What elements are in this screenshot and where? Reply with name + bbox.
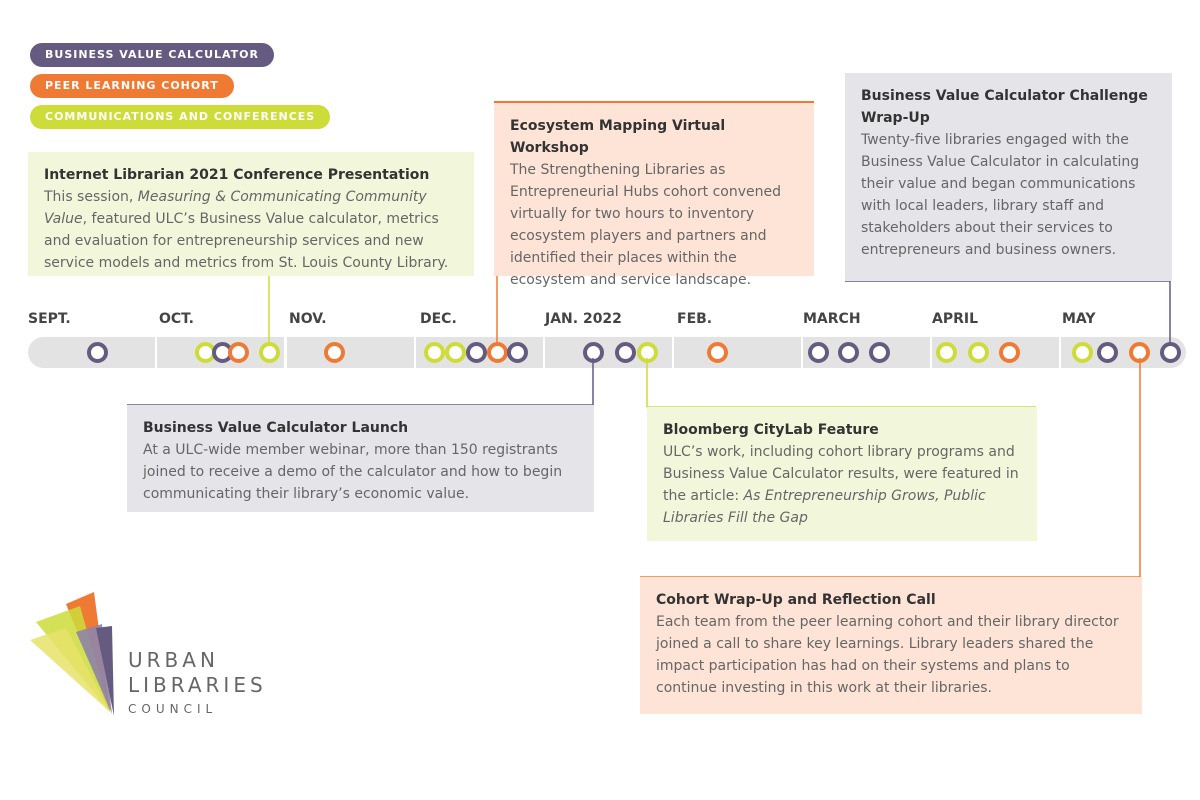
- month-label: MAY: [1062, 311, 1096, 327]
- callout-title: Cohort Wrap-Up and Reflection Call: [656, 592, 936, 608]
- timeline-event-business: [1097, 342, 1118, 363]
- legend-communications-and-conferences: COMMUNICATIONS AND CONFERENCES: [30, 105, 330, 129]
- connector-bvc-wrapup: [845, 281, 1170, 345]
- timeline-event-business: [1160, 342, 1181, 363]
- timeline-event-comms: [968, 342, 989, 363]
- timeline-event-cohort: [487, 342, 508, 363]
- callout-body: Twenty-five libraries engaged with the Business Value Calculator in calculating their value and began communications with local leaders, library staff and stakeholders about their services to entrepreneurs and business owners.: [861, 132, 1140, 258]
- callout-bvc-wrapup: [845, 73, 1172, 281]
- logo-text-urban: URBAN: [128, 648, 219, 672]
- timeline-event-business: [808, 342, 829, 363]
- timeline-event-business: [838, 342, 859, 363]
- month-label: OCT.: [159, 311, 194, 327]
- callout-cohort-wrapup: [640, 577, 1142, 714]
- month-label: FEB.: [677, 311, 713, 327]
- timeline-event-business: [583, 342, 604, 363]
- timeline-event-business: [507, 342, 528, 363]
- timeline-event-cohort: [1129, 342, 1150, 363]
- timeline-event-cohort: [999, 342, 1020, 363]
- timeline-event-comms: [445, 342, 466, 363]
- ulc-logo-icon: [28, 592, 128, 720]
- logo-text-council: COUNCIL: [128, 702, 218, 716]
- callout-body: ULC’s work, including cohort library programs and Business Value Calculator results, were featured in the article: As Entrepreneurship Grows, Public Libraries Fill the Gap: [663, 444, 1019, 526]
- callout-bloomberg: [647, 407, 1037, 541]
- timeline-event-business: [869, 342, 890, 363]
- logo-text-libraries: LIBRARIES: [128, 673, 267, 697]
- timeline-event-cohort: [228, 342, 249, 363]
- callout-title: Bloomberg CityLab Feature: [663, 422, 879, 438]
- month-label: MARCH: [803, 311, 861, 327]
- callout-title: Business Value Calculator Challenge Wrap-Up: [861, 88, 1148, 126]
- callout-title: Internet Librarian 2021 Conference Presentation: [44, 167, 430, 183]
- callout-internet-librarian: [28, 152, 474, 276]
- month-label: SEPT.: [28, 311, 71, 327]
- timeline-event-business: [615, 342, 636, 363]
- callout-body: Each team from the peer learning cohort and their library director joined a call to share key learnings. Library leaders shared the impact participation has had on their systems and plans to continue investing in this work at their libraries.: [656, 614, 1119, 696]
- legend-business-value-calculator: BUSINESS VALUE CALCULATOR: [30, 43, 274, 67]
- month-label: JAN. 2022: [545, 311, 622, 327]
- timeline-event-comms: [936, 342, 957, 363]
- timeline-event-cohort: [324, 342, 345, 363]
- timeline-event-comms: [424, 342, 445, 363]
- month-label: APRIL: [932, 311, 979, 327]
- callout-ecosystem-mapping: [494, 101, 814, 288]
- timeline-event-comms: [1072, 342, 1093, 363]
- callout-body: At a ULC-wide member webinar, more than 150 registrants joined to receive a demo of the calculator and how to begin communicating their library’s economic value.: [143, 442, 563, 502]
- legend-peer-learning-cohort: PEER LEARNING COHORT: [30, 74, 234, 98]
- timeline-segment: [674, 337, 801, 368]
- callout-bvc-launch: [127, 405, 594, 512]
- timeline-event-business: [466, 342, 487, 363]
- callout-title: Ecosystem Mapping Virtual Workshop: [510, 118, 726, 156]
- month-label: NOV.: [289, 311, 327, 327]
- timeline-event-comms: [637, 342, 658, 363]
- timeline-event-business: [87, 342, 108, 363]
- timeline-event-cohort: [707, 342, 728, 363]
- month-label: DEC.: [420, 311, 457, 327]
- timeline-segment: [287, 337, 414, 368]
- timeline-event-comms: [259, 342, 280, 363]
- callout-body: The Strengthening Libraries as Entrepreneurial Hubs cohort convened virtually for two hours to inventory ecosystem players and partners and identified their places within the ecosystem and service landscape.: [510, 162, 781, 288]
- callout-title: Business Value Calculator Launch: [143, 420, 409, 436]
- callout-body: This session, Measuring & Communicating Community Value, featured ULC’s Business Value calculator, metrics and evaluation for entrepreneurship services and new service models and metrics from St. Louis County Library.: [44, 189, 449, 271]
